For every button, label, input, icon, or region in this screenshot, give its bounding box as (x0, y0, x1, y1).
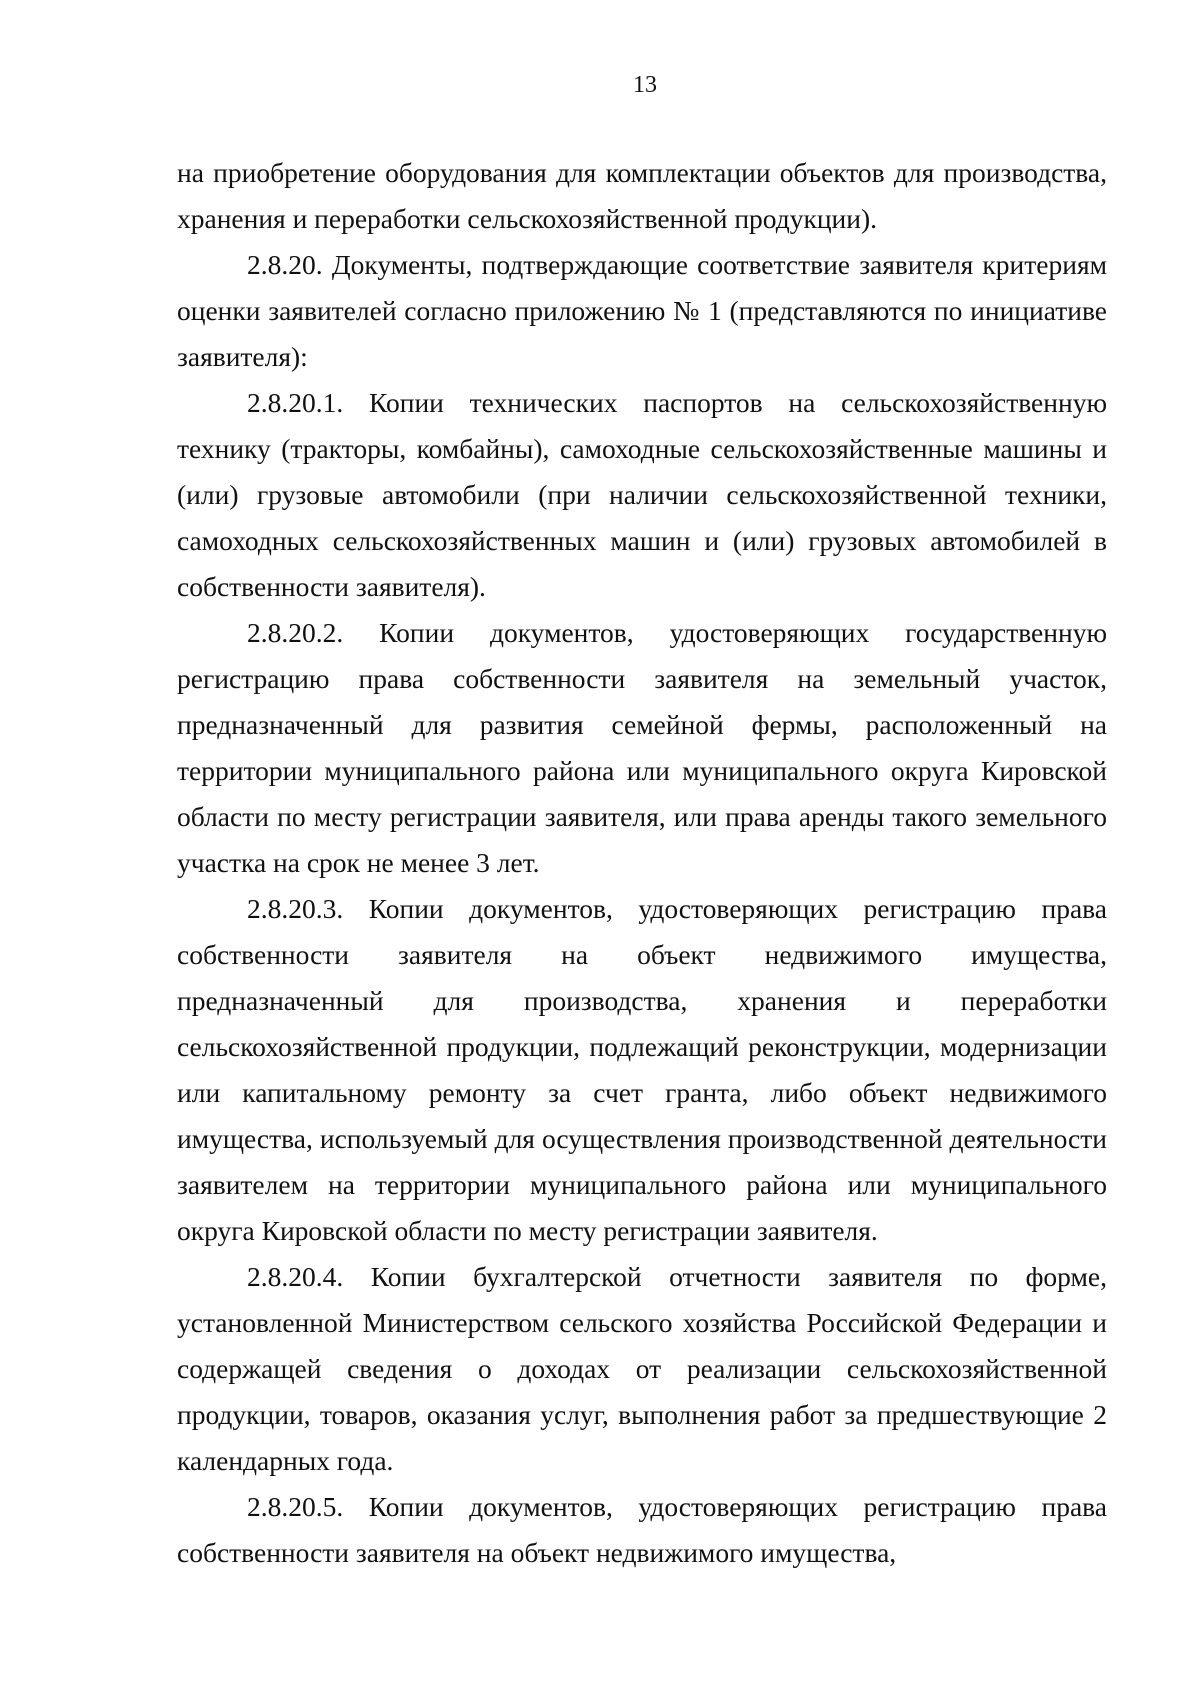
paragraph-2-8-20-4: 2.8.20.4. Копии бухгалтерской отчетности заявителя по форме, установленной Министерством сельского хозяйства Российской Федерации и содержащей сведения о доходах от реализации сельскохозяйственной продукции, товаров, оказания услуг, выполнения работ за предшествующие 2 календарных года. (177, 1261, 1107, 1476)
document-body (177, 150, 1107, 1576)
paragraph-2-8-20-3: 2.8.20.3. Копии документов, удостоверяющих регистрацию права собственности заявителя на объект недвижимого имущества, предназначенный для производства, хранения и переработки сельскохозяйственной продукции, подлежащий реконструкции, модернизации или капитальному ремонту за счет гранта, либо объект недвижимого имущества, используемый для осуществления производственной деятельности заявителем на территории муниципального района или муниципального округа Кировской области по месту регистрации заявителя. (177, 893, 1107, 1246)
paragraph-2-8-20-1: 2.8.20.1. Копии технических паспортов на сельскохозяйственную технику (тракторы, комбайны), самоходные сельскохозяйственные машины и (или) грузовые автомобили (при наличии сельскохозяйственной техники, самоходных сельскохозяйственных машин и (или) грузовых автомобилей в собственности заявителя). (177, 387, 1107, 602)
page-number: 13 (633, 72, 657, 98)
paragraph-continuation: на приобретение оборудования для комплектации объектов для производства, хранения и переработки сельскохозяйственной продукции). (177, 157, 1107, 234)
paragraph-2-8-20-5: 2.8.20.5. Копии документов, удостоверяющих регистрацию права собственности заявителя на объект недвижимого имущества, (177, 1491, 1107, 1568)
paragraph-2-8-20: 2.8.20. Документы, подтверждающие соответствие заявителя критериям оценки заявителей согласно приложению № 1 (представляются по инициативе заявителя): (177, 249, 1107, 372)
paragraph-2-8-20-2: 2.8.20.2. Копии документов, удостоверяющих государственную регистрацию права собственности заявителя на земельный участок, предназначенный для развития семейной фермы, расположенный на территории муниципального района или муниципального округа Кировской области по месту регистрации заявителя, или права аренды такого земельного участка на срок не менее 3 лет. (177, 617, 1107, 878)
